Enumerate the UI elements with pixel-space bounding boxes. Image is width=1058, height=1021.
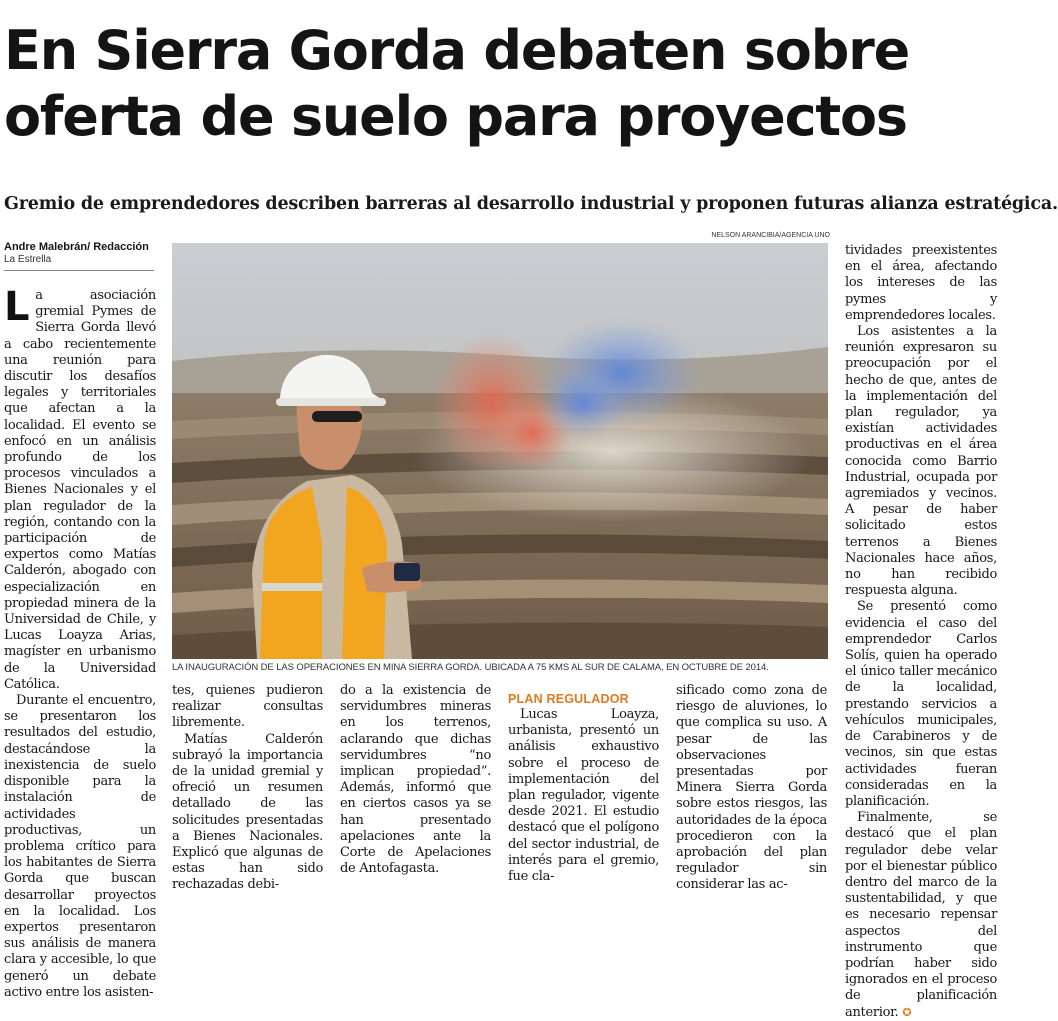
headline-line-2: oferta de suelo para proyectos	[4, 85, 907, 148]
paragraph-final	[845, 810, 997, 1021]
section-heading: PLAN REGULADOR	[508, 692, 629, 706]
mine-photo	[172, 243, 828, 659]
paragraph: Se presentó como evidencia el caso del emprendedor Carlos Solís, quien ha operado el único taller mecánico de la localidad, prestando servicios a vehículos municipales, de Carabineros y de vecinos, sin que estas actividades fueran consideradas en la planificación.	[845, 599, 997, 809]
subheadline: Gremio de emprendedores describen barreras al desarrollo industrial y proponen futuras alianza estratégica.	[4, 194, 1058, 214]
intro-text: a asociación gremial Pymes de Sierra Gorda llevó a cabo recientemente una reunión para discutir los desafíos legales y territoriales que afectan a la localidad. El evento se enfocó en un análisis profundo de los procesos vinculados a Bienes Nacionales y el plan regulador de la región, contando con la participación de expertos como Matías Calderón, abogado con especialización en propiedad minera de la Universidad de Chile, y Lucas Loayza Arias, magíster en urbanismo de la Universidad Católica.	[4, 288, 156, 692]
paragraph: Los asistentes a la reunión expresaron su preocupación por el hecho de que, antes de la implementación del plan regulador, ya existían actividades productivas en el área conocida como Barrio Industrial, ocupada por agremiados y vecinos. A pesar de haber solicitado estos terrenos a Bienes Nacionales hace años, no han recibido respuesta alguna.	[845, 324, 997, 599]
outlet: La Estrella	[4, 254, 52, 265]
paragraph: tividades preexistentes en el área, afectando los intereses de las pymes y emprendedores locales.	[845, 243, 997, 323]
mine-photo-illustration	[172, 243, 828, 659]
paragraph: tes, quienes pudieron realizar consultas libremente.	[172, 683, 323, 731]
end-mark-icon: ✪	[902, 1005, 912, 1019]
column-2	[172, 683, 323, 893]
final-text: Finalmente, se destacó que el plan regulador debe velar por el bienestar público dentro del marco de la sustentabilidad, y que es necesario repensar aspectos del instrumento que podrían haber sido ignorados en el proceso de planificación anterior.	[845, 810, 997, 1020]
headline-line-1: En Sierra Gorda debaten sobre	[4, 19, 910, 82]
byline	[4, 241, 154, 271]
paragraph: Lucas Loayza, urbanista, presentó un análisis exhaustivo sobre el proceso de implementación del plan regulador, vigente desde 2021. El estudio destacó que el polígono del sector industrial, de interés para el gremio, fue cla-	[508, 707, 659, 885]
headline	[4, 18, 998, 150]
author: Andre Malebrán/ Redacción	[4, 241, 149, 253]
paragraph: do a la existencia de servidumbres mineras en los terrenos, aclarando que dichas servidumbres “no implican propiedad”. Además, informó que en ciertos casos ya se han presentado apelaciones ante la Corte de Apelaciones de Antofagasta.	[340, 683, 491, 877]
paragraph: Durante el encuentro, se presentaron los resultados del estudio, destacándose la inexistencia de suelo disponible para la instalación de actividades productivas, un problema crítico para los habitantes de Sierra Gorda que buscan desarrollar proyectos en la localidad. Los expertos presentaron sus análisis de manera clara y accesible, lo que generó un debate activo entre los asisten-	[4, 693, 156, 1000]
paragraph: Matías Calderón subrayó la importancia de la unidad gremial y ofreció un resumen detallado de las solicitudes presentadas a Bienes Nacionales. Explicó que algunas de estas han sido rechazadas debi-	[172, 731, 323, 893]
column-5	[676, 683, 827, 893]
column-4	[508, 691, 659, 885]
column-3	[340, 683, 491, 877]
column-1	[4, 284, 156, 1000]
column-6	[845, 243, 997, 1020]
paragraph: sificado como zona de riesgo de aluviones, lo que complica su uso. A pesar de las observaciones presentadas por Minera Sierra Gorda sobre estos riesgos, las autoridades de la época procedieron con la aprobación del plan regulador sin considerar las ac-	[676, 683, 827, 893]
photo-caption: LA INAUGURACIÓN DE LAS OPERACIONES EN MINA SIERRA GORDA. UBICADA A 75 KMS AL SUR DE CALAMA, EN OCTUBRE DE 2014.	[172, 662, 769, 673]
paragraph-intro	[4, 284, 156, 693]
photo-credit: NELSON ARANCIBIA/AGENCIA UNO	[711, 232, 830, 239]
dropcap: L	[4, 284, 30, 330]
